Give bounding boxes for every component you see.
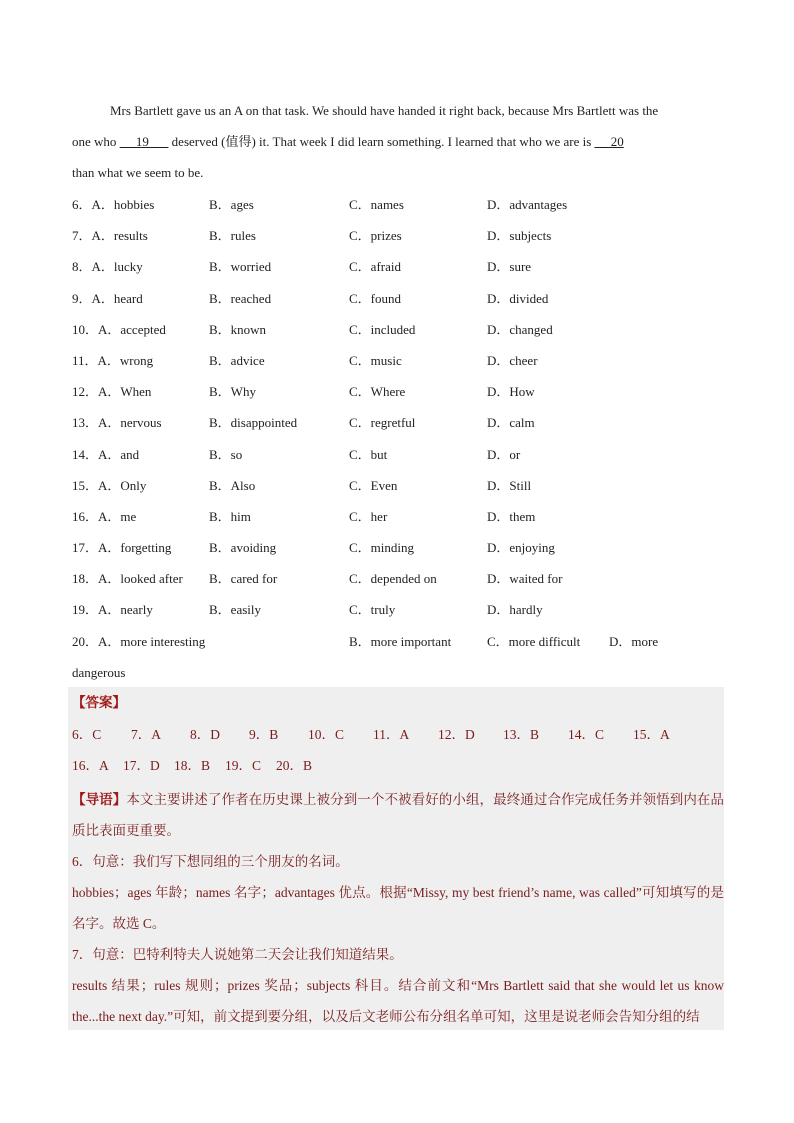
option-row-20: 20．A．more interesting B．more important C．more difficult D．more bbox=[72, 633, 659, 649]
options-list bbox=[72, 189, 732, 688]
option-row: 11．A．wrong B．advice C．music D．cheer bbox=[72, 352, 538, 368]
q6-head: 6．句意：我们写下想同组的三个朋友的名词。 bbox=[72, 854, 349, 869]
answer-key-row-1: 6．C 7．A 8．D 9．B 10．C 11．A 12．D 13．B 14．C 15．A bbox=[72, 727, 670, 742]
passage-text bbox=[72, 95, 724, 188]
answer-title: 【答案】 bbox=[72, 695, 126, 710]
blank-20: 20 bbox=[594, 134, 624, 149]
guide-paragraph: 【导语】本文主要讲述了作者在历史课上被分到一个不被看好的小组，最终通过合作完成任务并领悟到内在品质比表面更重要。 bbox=[72, 792, 725, 838]
option-row: 18．A．looked after B．cared for C．depended on D．waited for bbox=[72, 571, 563, 587]
option-row: 7．A．results B．rules C．prizes D．subjects bbox=[72, 228, 552, 244]
option-row: 6．A．hobbies B．ages C．names D．advantages bbox=[72, 197, 568, 212]
option-row: 9．A．heard B．reached C．found D．divided bbox=[72, 290, 549, 306]
passage-line-3: than what we seem to be. bbox=[72, 165, 204, 180]
q6-explanation bbox=[72, 846, 724, 939]
q7-body: results 结果；rules 规则；prizes 奖品；subjects 科目。结合前文和“Mrs Bartlett said that she would let us know the...the next day.”可知，前文提到要分组，以及后文老师公布分组名单可知，这里是说老师会告知分组的结 bbox=[72, 978, 724, 1024]
option-row: 14．A．and B．so C．but D．or bbox=[72, 446, 521, 462]
option-row: 8．A．lucky B．worried C．afraid D．sure bbox=[72, 259, 532, 275]
option-row-20-wrap: dangerous bbox=[72, 664, 126, 680]
blank-19: 19 bbox=[119, 134, 169, 149]
option-row: 19．A．nearly B．easily C．truly D．hardly bbox=[72, 602, 543, 618]
option-row: 12．A．When B．Why C．Where D．How bbox=[72, 384, 535, 400]
passage-line-2: one who 19 deserved (值得) it. That week I did learn something. I learned that who we are is 20 bbox=[72, 134, 624, 149]
option-row: 10．A．accepted B．known C．included D．changed bbox=[72, 321, 553, 337]
option-row: 16．A．me B．him C．her D．them bbox=[72, 508, 536, 524]
option-row: 17．A．forgetting B．avoiding C．minding D．enjoying bbox=[72, 540, 555, 556]
guide-tag: 【导语】 bbox=[72, 792, 127, 807]
q6-body: hobbies；ages 年龄；names 名字；advantages 优点。根据“Missy, my best friend’s name, was called”可知填写的是名字。故选 C。 bbox=[72, 885, 724, 931]
q7-head: 7．句意：巴特利特夫人说她第二天会让我们知道结果。 bbox=[72, 947, 403, 962]
option-row: 13．A．nervous B．disappointed C．regretful D．calm bbox=[72, 415, 535, 431]
option-row: 15．A．Only B．Also C．Even D．Still bbox=[72, 477, 532, 493]
answer-key-row-2: 16．A 17．D 18．B 19．C 20．B bbox=[72, 758, 313, 773]
passage-line-1: Mrs Bartlett gave us an A on that task. We should have handed it right back, because Mrs Bartlett was the bbox=[110, 103, 659, 118]
q7-explanation bbox=[72, 939, 724, 1032]
